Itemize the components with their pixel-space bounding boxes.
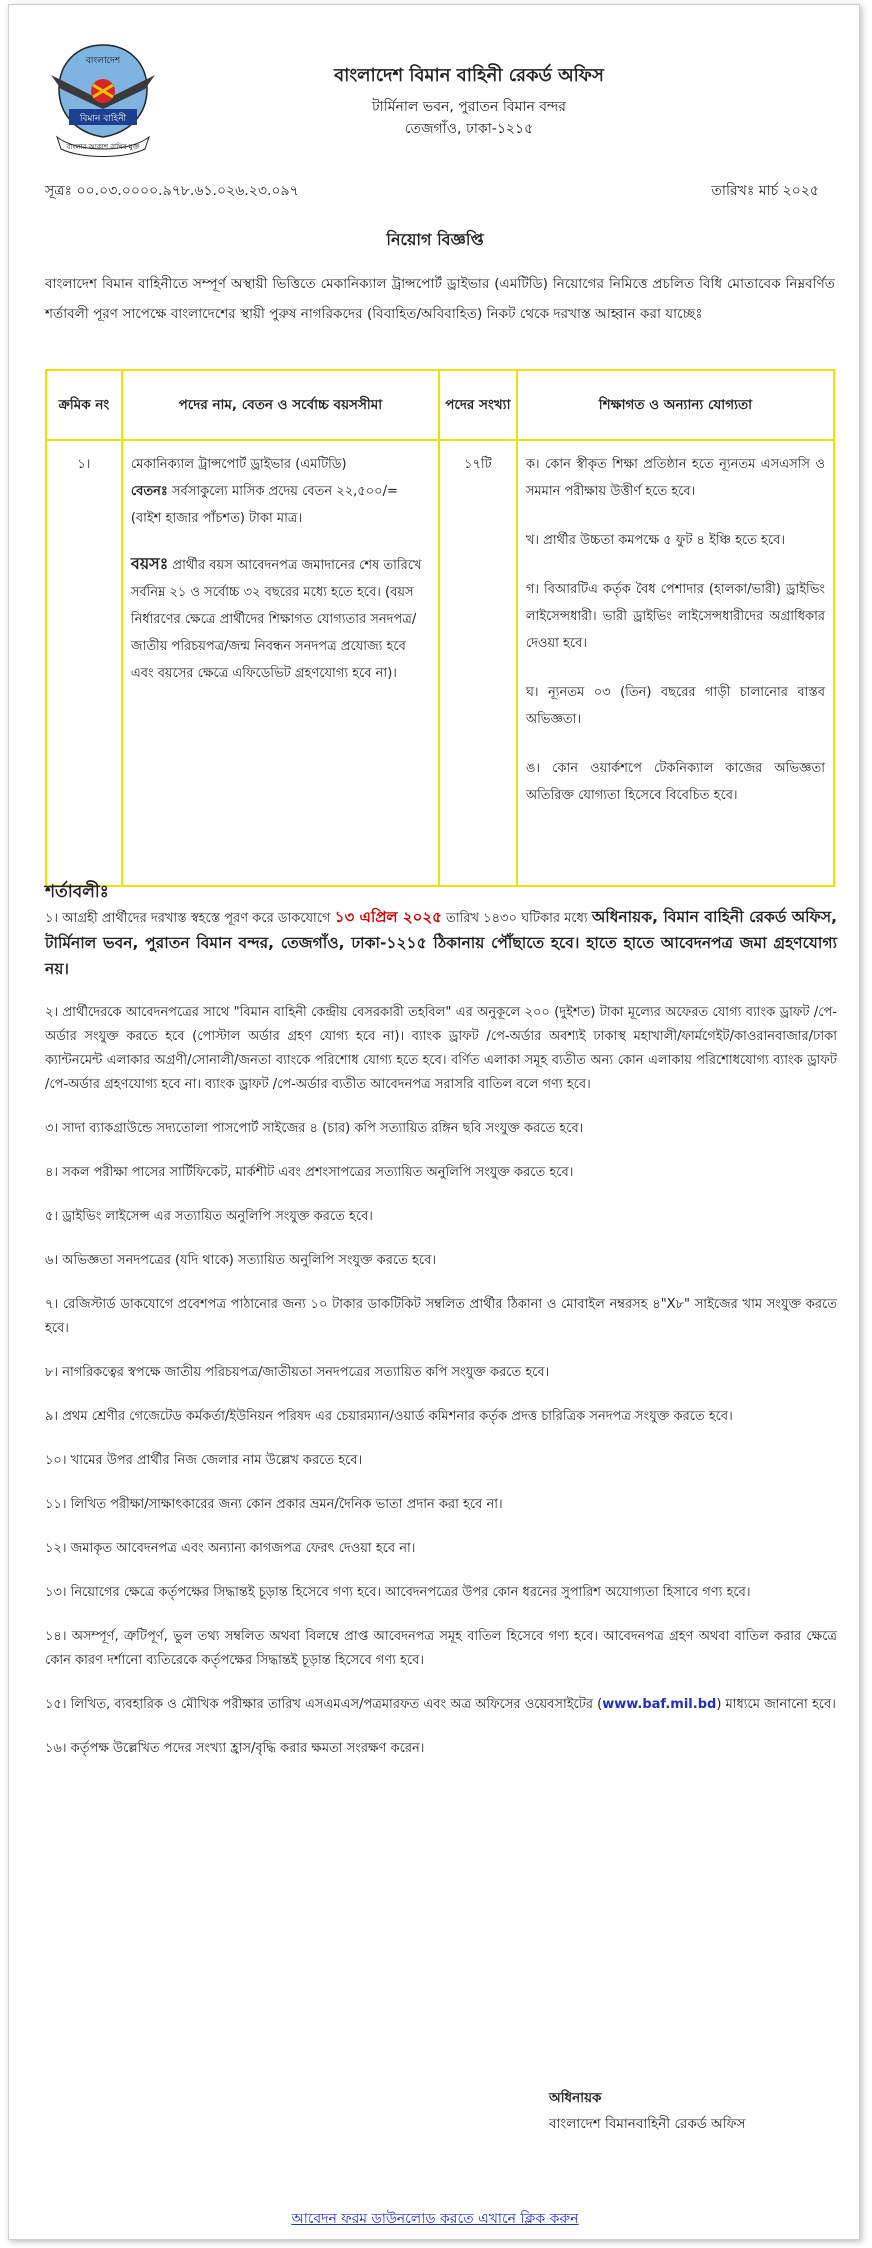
signature-title: অধিনায়ক: [549, 2090, 602, 2106]
condition-item: ২। প্রার্থীদেরকে আবেদনপত্রের সাথে "বিমান বাহিনী কেন্দ্রীয় বেসরকারী তহবিল" এর অনুকূলে ২০০ (দুইশত) টাকা মূল্যের অফেরত যোগ্য ব্যাংক ড্রাফট /পে-অর্ডার সংযুক্ত করতে হবে (পোস্টাল অর্ডার গ্রহণ যোগ্য হবে না)। ব্যাংক ড্রাফট /পে-অর্ডার অবশ্যই ঢাকাস্থ মহাখালী/ফার্মগেইট/কাওরানবাজার/ঢাকা ক্যান্টনমেন্ট এলাকার অগ্রণী/সোনালী/জনতা ব্যাংকে পরিশোধ যোগ্য হতে হবে। বর্ণিত এলাকা সমূহ ব্যতীত অন্য কোন এলাকায় পরিশোধযোগ্য ব্যাংক ড্রাফট /পে-অর্ডার গ্রহণযোগ্য হবে না। ব্যাংক ড্রাফট /পে-অর্ডার ব্যতীত আবেদনপত্র সরাসরি বাতিল বলে গণ্য হবে।: [45, 1005, 837, 1092]
condition-item: ১৬। কর্তৃপক্ষ উল্লেখিত পদের সংখ্যা হ্রাস/বৃদ্ধি করার ক্ষমতা সংরক্ষণ করেন।: [45, 1741, 425, 1756]
cell-requirements: [517, 440, 834, 886]
condition-item: ৯। প্রথম শ্রেণীর গেজেটেড কর্মকর্তা/ইউনিয়ন পরিষদ এর চেয়ারম্যান/ওয়ার্ড কমিশনার কর্তৃক প্রদত্ত চারিত্রিক সনদপত্র সংযুক্ত করতে হবে।: [45, 1409, 733, 1424]
salary-label: বেতনঃ: [130, 484, 168, 499]
condition-item: [45, 905, 837, 983]
salary-value: সর্বসাকুল্যে মাসিক প্রদেয় বেতন ২২,৫০০/= (বাইশ হাজার পাঁচশত) টাকা মাত্র।: [130, 484, 398, 526]
condition-item: ৪। সকল পরীক্ষা পাসের সার্টিফিকেট, মার্কশীট এবং প্রশংসাপত্রের সত্যায়িত অনুলিপি সংযুক্ত করতে হবে।: [45, 1165, 574, 1180]
condition-item: ১০। খামের উপর প্রার্থীর নিজ জেলার নাম উল্লেখ করতে হবে।: [45, 1453, 363, 1468]
conditions-list: [45, 905, 837, 1781]
signature-office: বাংলাদেশ বিমানবাহিনী রেকর্ড অফিস: [549, 2116, 746, 2132]
download-form-link[interactable]: আবেদন ফরম ডাউনলোড করতে এখানে ক্লিক করুন: [291, 2211, 579, 2227]
condition-item: ৬। অভিজ্ঞতা সনদপত্রের (যদি থাকে) সত্যায়িত অনুলিপি সংযুক্ত করতে হবে।: [45, 1253, 436, 1268]
condition1-pre: ১। আগ্রহী প্রার্থীদের দরখাস্ত স্বহস্তে পূরণ করে ডাকযোগে: [45, 911, 335, 926]
age-text: [131, 550, 430, 687]
condition-item: ১২। জমাকৃত আবেদনপত্র এবং অন্যান্য কাগজপত্র ফেরৎ দেওয়া হবে না।: [45, 1541, 416, 1556]
vacancy-table: [45, 369, 835, 887]
table-row: [46, 440, 834, 886]
cell-serial: ১।: [46, 440, 122, 886]
address-line-2: তেজগাঁও, ঢাকা-১২১৫: [404, 121, 534, 137]
cell-count: ১৭টি: [439, 440, 517, 886]
condition1-mid: তারিখ ১৪৩০ ঘটিকার মধ্যে: [441, 911, 592, 926]
intro-paragraph: বাংলাদেশ বিমান বাহিনীতে সম্পূর্ণ অস্থায়ী ভিত্তিতে মেকানিক্যাল ট্রান্সপোর্ট ড্রাইভার (এমটিডি) নিয়োগের নিমিত্তে প্রচলিত বিধি মোতাবেক নিম্নবর্ণিত শর্তাবলী পূরণ সাপেক্ষে বাংলাদেশের স্থায়ী পুরুষ নাগরিকদের (বিবাহিত/অবিবাহিত) নিকট থেকে দরখাস্ত আহ্বান করা যাচ্ছেঃ: [45, 276, 835, 322]
condition15-pre: ১৫। লিখিত, ব্যবহারিক ও মৌখিক পরীক্ষার তারিখ এসএমএস/পত্রমারফত এবং অত্র অফিসের ওয়েবসাইটের (: [45, 1697, 603, 1712]
post-name: মেকানিক্যাল ট্রান্সপোর্ট ড্রাইভার (এমটিডি): [130, 457, 347, 472]
condition-item: ৭। রেজিস্টার্ড ডাকযোগে প্রবেশপত্র পাঠানোর জন্য ১০ টাকার ডাকটিকিট সম্বলিত প্রার্থীর ঠিকানা ও মোবাইল নম্বরসহ ৪"X৮" সাইজের খাম সংযুক্ত করতে হবে।: [45, 1297, 837, 1336]
condition-item: ১৩। নিয়োগের ক্ষেত্রে কর্তৃপক্ষের সিদ্ধান্তই চূড়ান্ত হিসেবে গণ্য হবে। আবেদনপত্রের উপর কোন ধরনের সুপারিশ অযোগ্যতা হিসাবে গণ্য হবে।: [45, 1585, 751, 1600]
condition15-post: ) মাধ্যমে জানানো হবে।: [716, 1697, 836, 1712]
age-value: প্রার্থীর বয়স আবেদনপত্র জমাদানের শেষ তারিখে সর্বনিম্ন ২১ ও সর্বোচ্চ ৩২ বছরের মধ্যে হতে হবে। (বয়স নির্ধারণের ক্ষেত্রে প্রার্থীদের শিক্ষাগত যোগ্যতার সনদপত্র/জাতীয় পরিচয়পত্র/জন্ম নিবন্ধন সনদপত্র প্রযোজ্য হবে এবং বয়সের ক্ষেত্রে এফিডেভিট গ্রহণযোগ্য হবে না)।: [130, 558, 422, 681]
notice-page: [8, 4, 860, 2240]
conditions-heading: শর্তাবলীঃ: [45, 882, 109, 902]
table-header-row: [46, 370, 834, 440]
submission-address: অধিনায়ক, বিমান বাহিনী রেকর্ড অফিস, টার্মিনাল ভবন, পুরাতন বিমান বন্দর, তেজগাঁও, ঢাকা-১২১৫ ঠিকানায় পৌঁছাতে হবে। হাতে হাতে আবেদনপত্র জমা গ্রহণযোগ্য নয়।: [45, 908, 838, 978]
logo-band-text: বিমান বাহিনী: [79, 114, 127, 124]
logo-ribbon-text: বাংলার আকাশ রাখিব মুক্ত: [66, 143, 140, 151]
condition-item: ১১। লিখিত পরীক্ষা/সাক্ষাৎকারের জন্য কোন প্রকার ভ্রমন/দৈনিক ভাতা প্রদান করা হবে না।: [45, 1497, 503, 1512]
condition-item: ৩। সাদা ব্যাকগ্রাউন্ডে সদ্যতোলা পাসপোর্ট সাইজের ৪ (চার) কপি সত্যায়িত রঙ্গিন ছবি সংযুক্ত করতে হবে।: [45, 1121, 584, 1136]
deadline-date: ১৩ এপ্রিল ২০২৫: [334, 908, 442, 926]
website-link[interactable]: www.baf.mil.bd: [602, 1697, 717, 1712]
header-qualification: শিক্ষাগত ও অন্যান্য যোগ্যতা: [517, 370, 834, 440]
header-count: পদের সংখ্যা: [439, 370, 517, 440]
page-title: নিয়োগ বিজ্ঞপ্তি: [386, 230, 484, 249]
salary-text: [131, 478, 430, 532]
requirement-item: গ। বিআরটিএ কর্তৃক বৈধ পেশাদার (হালকা/ভারী) ড্রাইভিং লাইসেন্সধারী। ভারী ড্রাইভিং লাইসেন্সধারীদের অগ্রাধিকার দেওয়া হবে।: [525, 582, 825, 651]
reference-number: সূত্রঃ ০০.০৩.০০০০.৯৭৮.৬১.০২৬.২৩.০৯৭: [45, 183, 299, 199]
condition-item: ৮। নাগরিকত্বের স্বপক্ষে জাতীয় পরিচয়পত্র/জাতীয়তা সনদপত্রের সত্যায়িত কপি সংযুক্ত করতে হবে।: [45, 1365, 550, 1380]
logo-top-text: বাংলাদেশ: [85, 56, 121, 66]
requirement-item: ঘ। ন্যূনতম ০৩ (তিন) বছরের গাড়ী চালানোর বাস্তব অভিজ্ঞতা।: [525, 685, 825, 727]
condition-item: ১৪। অসম্পূর্ণ, ত্রুটিপূর্ণ, ভুল তথ্য সম্বলিত অথবা বিলম্বে প্রাপ্ত আবেদনপত্র সমূহ বাতিল হিসেবে গণ্য হবে। আবেদনপত্র গ্রহণ অথবা বাতিল করার ক্ষেত্রে কোন কারণ দর্শানো ব্যতিরেকে কর্তৃপক্ষের সিদ্ধান্তই চূড়ান্ত হিসেবে গণ্য হবে।: [45, 1629, 837, 1668]
requirement-item: খ। প্রার্থীর উচ্চতা কমপক্ষে ৫ ফুট ৪ ইঞ্চি হতে হবে।: [525, 533, 785, 548]
notice-date: তারিখঃ মার্চ ২০২৫: [711, 183, 819, 199]
cell-post: [122, 440, 439, 886]
address-line-1: টার্মিনাল ভবন, পুরাতন বিমান বন্দর: [372, 99, 566, 115]
org-name: বাংলাদেশ বিমান বাহিনী রেকর্ড অফিস: [334, 65, 604, 86]
condition-item: [45, 1693, 837, 1717]
header-post: পদের নাম, বেতন ও সর্বোচ্চ বয়সসীমা: [122, 370, 439, 440]
age-label: বয়সঃ: [130, 554, 169, 573]
condition-item: ৫। ড্রাইভিং লাইসেন্স এর সত্যায়িত অনুলিপি সংযুক্ত করতে হবে।: [45, 1209, 373, 1224]
requirement-item: ঙ। কোন ওয়ার্কশপে টেকনিক্যাল কাজের অভিজ্ঞতা অতিরিক্ত যোগ্যতা হিসেবে বিবেচিত হবে।: [525, 761, 825, 803]
requirement-item: ক। কোন স্বীকৃত শিক্ষা প্রতিষ্ঠান হতে ন্যূনতম এসএসসি ও সমমান পরীক্ষায় উত্তীর্ণ হতে হবে।: [525, 457, 825, 499]
header-serial: ক্রমিক নং: [46, 370, 122, 440]
